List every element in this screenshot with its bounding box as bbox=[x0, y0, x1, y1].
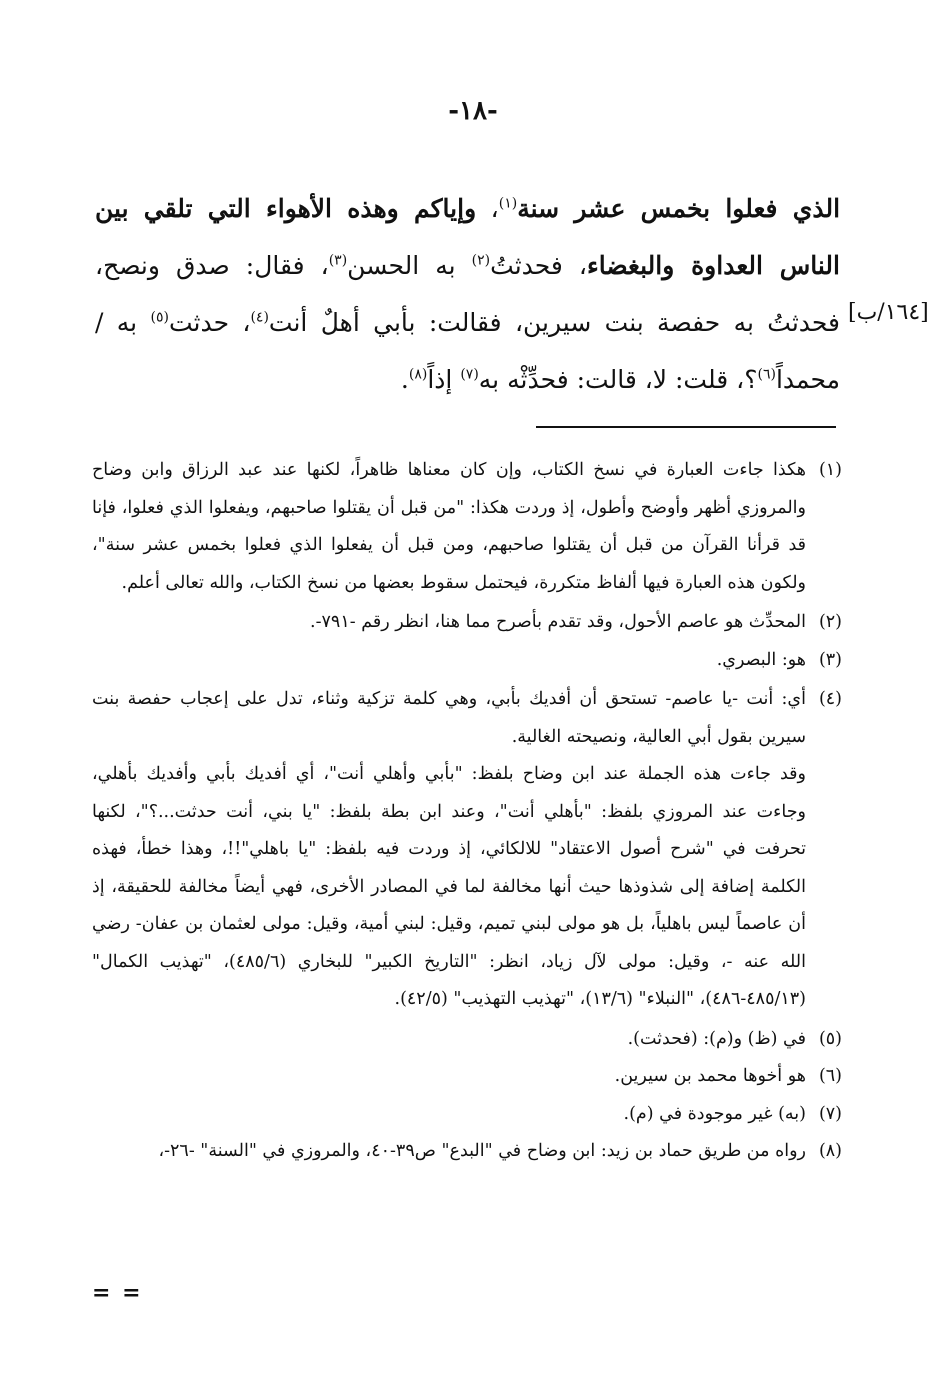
footnote-text: وقد جاءت هذه الجملة عند ابن وضاح بلفظ: "بأبي وأهلي أنت"، أي أفديك بأبي وأفديك بأهلي، وجاءت عند المروزي بلفظ: "بأهلي أنت"، وعند ابن بطة بلفظ: "يا بني، أنت حدثت...؟"، لكنها تحرفت في "شرح أصول الاعتقاد" للالكائي، إذ وردت فيه بلفظ: "يا باهلي"!!، وهذا خطأ، فهذه الكلمة إضافة إلى شذوذها حيث أنها مخالفة لما في المصادر الأخرى، فهي أيضاً مخالفة للحقيقة، إذ أن عاصماً ليس باهلياً، بل هو مولى لبني تميم، وقيل: لبني أمية، وقيل: مولى لعثمان بن عفان- رضي الله عنه -، وقيل: مولى لآل زياد، انظر: "التاريخ الكبير" للبخاري (٤٨٥/٦)، "تهذيب الكمال" (٤٨٥/١٣-٤٨٦)، "النبلاء" (١٣/٦)، "تهذيب التهذيب" (٤٢/٥). bbox=[92, 764, 806, 1009]
main-text bbox=[95, 180, 840, 408]
main-text-b: به الحسن bbox=[347, 251, 472, 280]
footnote-number: (٢) bbox=[818, 612, 842, 632]
folio-marker: [١٦٤/ب] bbox=[848, 300, 929, 325]
footnote-number: (٧) bbox=[818, 1103, 842, 1124]
main-sep: ، bbox=[476, 194, 499, 223]
main-text-f: ؟، قلت: لا، قالت: فحدِّثْه به bbox=[478, 365, 758, 394]
main-text-g: إذاً bbox=[427, 365, 461, 394]
footnote-1 bbox=[92, 452, 842, 602]
footnote-text: هو: البصري. bbox=[716, 649, 806, 670]
footnote-4-continued bbox=[92, 756, 842, 1019]
footnote-number: (٤) bbox=[818, 689, 842, 709]
footnote-ref-1: (١) bbox=[498, 195, 518, 212]
footnote-3 bbox=[92, 642, 842, 680]
footnote-8 bbox=[92, 1133, 842, 1171]
footnote-ref-6: (٦) bbox=[757, 366, 776, 383]
footnote-text: المحدِّث هو عاصم الأحول، وقد تقدم بأصرح مما هنا، انظر رقم -٧٩١-. bbox=[310, 612, 806, 632]
page-number: -١٨- bbox=[448, 96, 498, 126]
continuation-mark: = = bbox=[92, 1280, 143, 1306]
footnote-text: رواه من طريق حماد بن زيد: ابن وضاح في "البدع" ص٣٩-٤٠، والمروزي في "السنة" -٢٦-، bbox=[158, 1141, 806, 1161]
footnote-ref-2: (٢) bbox=[471, 252, 491, 269]
footnote-ref-7: (٧) bbox=[460, 366, 479, 383]
main-text-a: ، فحدثتُ bbox=[490, 251, 587, 280]
footnote-ref-8: (٨) bbox=[408, 366, 428, 383]
footnote-separator bbox=[536, 426, 836, 428]
main-text-end: . bbox=[400, 365, 409, 394]
main-text-d: ، حدثت bbox=[168, 308, 251, 337]
footnote-number: (٣) bbox=[818, 649, 842, 670]
footnote-text: (به) غير موجودة في (م). bbox=[623, 1103, 806, 1124]
main-bold-1: الذي فعلوا بخمس عشر سنة bbox=[517, 194, 841, 223]
footnote-text: في (ظ) و(م): (فحدثت). bbox=[627, 1028, 806, 1049]
footnote-5 bbox=[92, 1021, 842, 1059]
footnote-4 bbox=[92, 681, 842, 756]
main-paragraph bbox=[95, 180, 840, 408]
footnote-ref-4: (٤) bbox=[250, 309, 269, 326]
footnote-7 bbox=[92, 1096, 842, 1134]
footnote-2 bbox=[92, 604, 842, 642]
main-bold-2: وإياكم وهذه الأهواء التي تلقي بين الناس العداوة والبغضاء bbox=[95, 194, 840, 280]
footnote-text: هو أخوها محمد بن سيرين. bbox=[614, 1066, 806, 1086]
footnote-ref-3: (٣) bbox=[328, 252, 348, 269]
footnotes bbox=[92, 452, 842, 1171]
footnote-ref-5: (٥) bbox=[150, 309, 169, 326]
footnote-number: (٨) bbox=[818, 1141, 842, 1161]
footnote-text: هكذا جاءت العبارة في نسخ الكتاب، وإن كان معناها ظاهراً، لكنها عند عبد الرزاق وابن وضاح والمروزي أظهر وأوضح وأطول، إذ وردت هكذا: "من قبل أن يقتلوا صاحبهم، ويفعلوا الذي فعلوا، فإنا قد قرأنا القرآن من قبل أن يقتلوا صاحبهم، ومن قبل أن يفعلوا الذي فعلوا بخمس عشر سنة"، ولكون هذه العبارة فيها ألفاظ متكررة، فيحتمل سقوط بعضها من نسخ الكتاب، والله تعالى أعلم. bbox=[92, 460, 806, 593]
main-text-e: به / محمداً bbox=[95, 308, 840, 394]
footnote-6 bbox=[92, 1058, 842, 1096]
footnote-number: (٥) bbox=[818, 1028, 842, 1049]
footnote-text: أي: أنت -يا عاصم- تستحق أن أفديك بأبي، وهي كلمة تزكية وثناء، تدل على إعجاب حفصة بنت سيرين بقول أبي العالية، ونصيحته الغالية. bbox=[92, 689, 806, 747]
footnote-number: (٦) bbox=[818, 1066, 842, 1086]
footnote-number: (١) bbox=[818, 460, 842, 480]
main-text-c: ، فقال: صدق ونصح، فحدثتُ به حفصة بنت سيرين، فقالت: بأبي أهلٌ أنت bbox=[95, 251, 840, 337]
